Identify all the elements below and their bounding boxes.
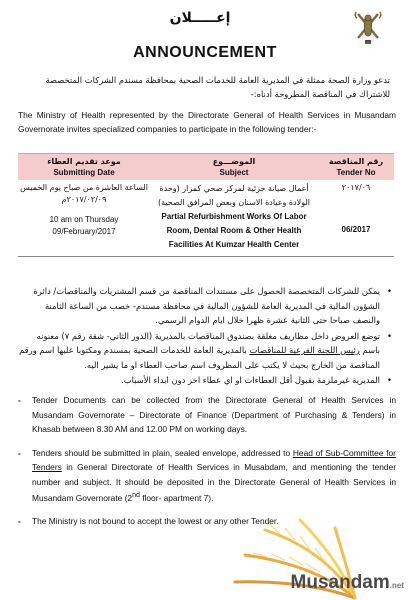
table-header-row [18,154,394,181]
note-en-2-part1: Tenders should be submitted in plain, sealed envelope, addressed to [32,447,293,458]
header-date-en: Submitting Date [53,168,115,177]
watermark-site: Musandam [290,572,390,593]
tender-no-ar: ٢٠١٧/٠٦ [341,183,371,192]
note-en-2-sup: nd [132,492,140,499]
intro-arabic: تدعو وزارة الصحة ممثلة في المديرية العامة للخدمات الصحية بمحافظة مسندم الشركات المتخصصة للاشتراك في المناقصة المطروحة أدناه:- [45,75,390,99]
header-no-ar: رقم المناقصة [328,157,384,166]
subject-en: Partial Refurbishment Works Of Labor Room, Dental Room & Other Health Facilities At Kumzar Health Center [161,212,307,249]
header-tender-no [318,154,394,181]
watermark [205,510,410,600]
date-en-date: 09/February/2017 [52,227,116,236]
date-ar: الساعة العاشرة من صباح يوم الخميس ٢٠١٧/٠٢/٠٩م [20,183,148,204]
header-submitting-date [18,154,150,181]
note-ar-2-part1: توضع العروض داخل مظاريف مغلقة بصندوق المناقصات بالمديرية (الدور الثاني- شقة رقم ٧) معنونه باسم [36,330,380,355]
intro-english: The Ministry of Health represented by the Directorate General of Health Services in Musandam Governorate invites specialized companies to participate in the following tender:- [18,110,396,134]
table-row [18,180,394,257]
title-arabic: إعـــــلان [169,10,231,26]
note-en-2-part2: in General Directorate of Health Services in Musabdam, and mentioning the tender number and subject. It should be deposited in the Directorate General of Health Services in Musandam Governorate (2 [32,462,396,503]
watermark-text [291,572,404,594]
watermark-tld: .net [389,581,404,590]
note-en-2-part3: floor- apartment 7). [139,492,214,503]
date-en-time: 10 am on Thursday [49,215,119,224]
header-subject [150,154,318,181]
notes-arabic [18,284,392,389]
header-no-en: Tender No [336,168,376,177]
list-item: • يمكن للشركات المتخصصة الحصول على مستندات المناقصة من قسم المشتريات والمناقصات/ دائرة الشؤون المالية في المديرية العامة للشؤون المالية في محافظة مسندم- خصب من الساعة الثامنة والنصف صباحا حتى الثانية عشرة ظهرا خلال ايام الدوام الرسمي. [18,284,392,328]
cell-submitting-date [18,180,150,257]
oman-national-emblem-icon [348,6,388,46]
header-subject-ar: الموضـــوع [212,157,256,166]
list-item [18,329,392,373]
cell-tender-no [318,180,394,257]
note-ar-2-part2: بالمديرية العامة للخدمات الصحية بمسندم ومكتوبا عليها اسم ورقم المناقصة من الخارج بحيث لا يكتب على المظروف اسم صاحب العطاء او ما يشير اليه. [19,345,380,370]
tender-no-en: 06/2017 [341,225,371,234]
list-item: • المديرية غيرملزمة بقبول أقل العطاءات او اي عطاء اخر دون ابداء الأسباب. [18,373,392,388]
list-item [18,446,396,506]
header-subject-en: Subject [219,168,249,177]
header-date-ar: موعد تقديم العطاء [47,157,121,166]
list-item: - Tender Documents can be collected from the Directorate General of Health Services in Musandam Governorate – Directorate of Finance (Department of Purchasing & Tenders) in Khasab between 8.30 AM and 12.00 PM on working days. [18,393,396,437]
note-ar-2-committee: رئيس اللجنة الفرعية للمناقصات [249,345,360,355]
tender-table [18,153,394,257]
cell-subject [150,180,318,257]
note-en-2-committee: Head of Sub-Committee for Tenders [32,447,396,472]
header [0,0,410,70]
title-english: ANNOUNCEMENT [133,44,277,61]
list-item: - The Ministry is not bound to accept the lowest or any other Tender. [18,514,396,529]
subject-ar: أعمال صيانة جزئية لمركز صحي كمزار (وحدة الولادة وعيادة الاسنان وبعض المرافق الصحية) [157,184,311,207]
